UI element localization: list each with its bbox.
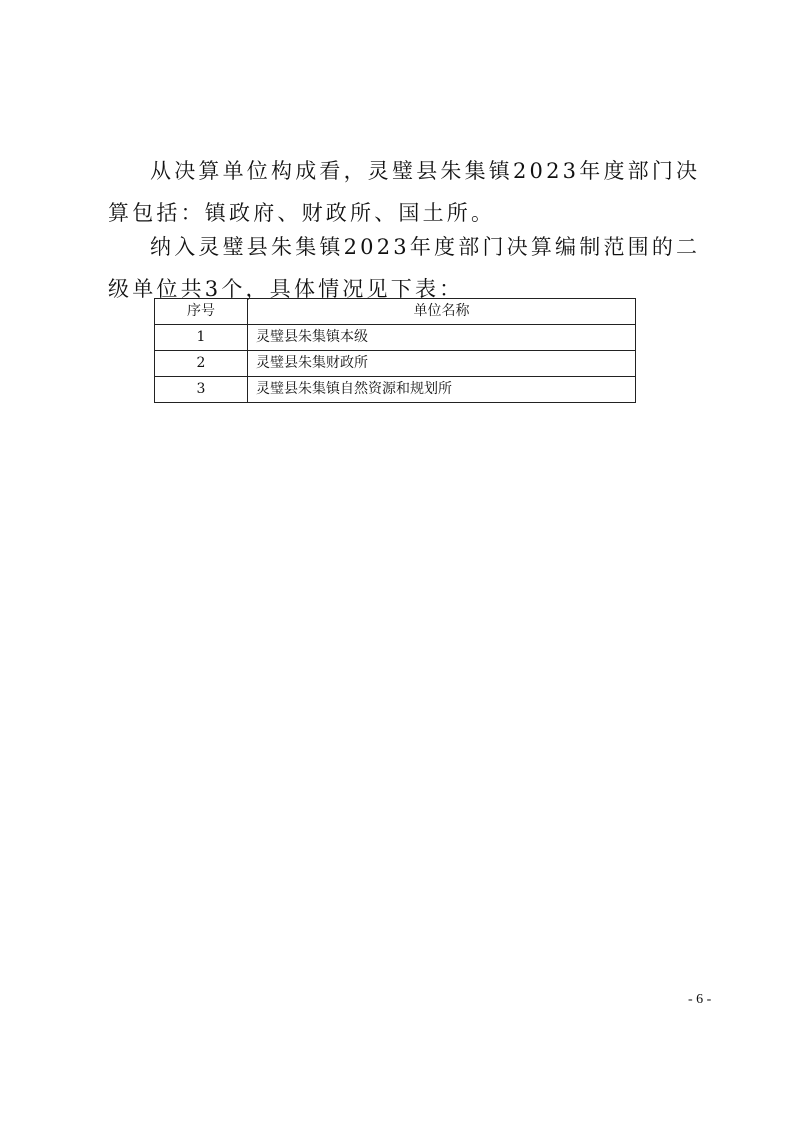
row-unit-name: 灵璧县朱集财政所 (248, 351, 636, 377)
table-row (155, 377, 636, 403)
paragraph-budget-composition: 从决算单位构成看，灵璧县朱集镇2023年度部门决算包括：镇政府、财政所、国土所。 (108, 159, 701, 225)
header-serial-number: 序号 (155, 299, 248, 325)
row-unit-name: 灵璧县朱集镇自然资源和规划所 (248, 377, 636, 403)
table-row (155, 325, 636, 351)
table-row (155, 351, 636, 377)
table-header-row (155, 299, 636, 325)
row-serial-number: 2 (155, 351, 248, 377)
row-serial-number: 3 (155, 377, 248, 403)
header-unit-name: 单位名称 (248, 299, 636, 325)
row-unit-name: 灵璧县朱集镇本级 (248, 325, 636, 351)
paragraph-secondary-units: 纳入灵璧县朱集镇2023年度部门决算编制范围的二级单位共3个，具体情况见下表： (108, 235, 701, 301)
row-serial-number: 1 (155, 325, 248, 351)
page-number: - 6 - (688, 992, 712, 1007)
secondary-units-table (154, 298, 636, 403)
